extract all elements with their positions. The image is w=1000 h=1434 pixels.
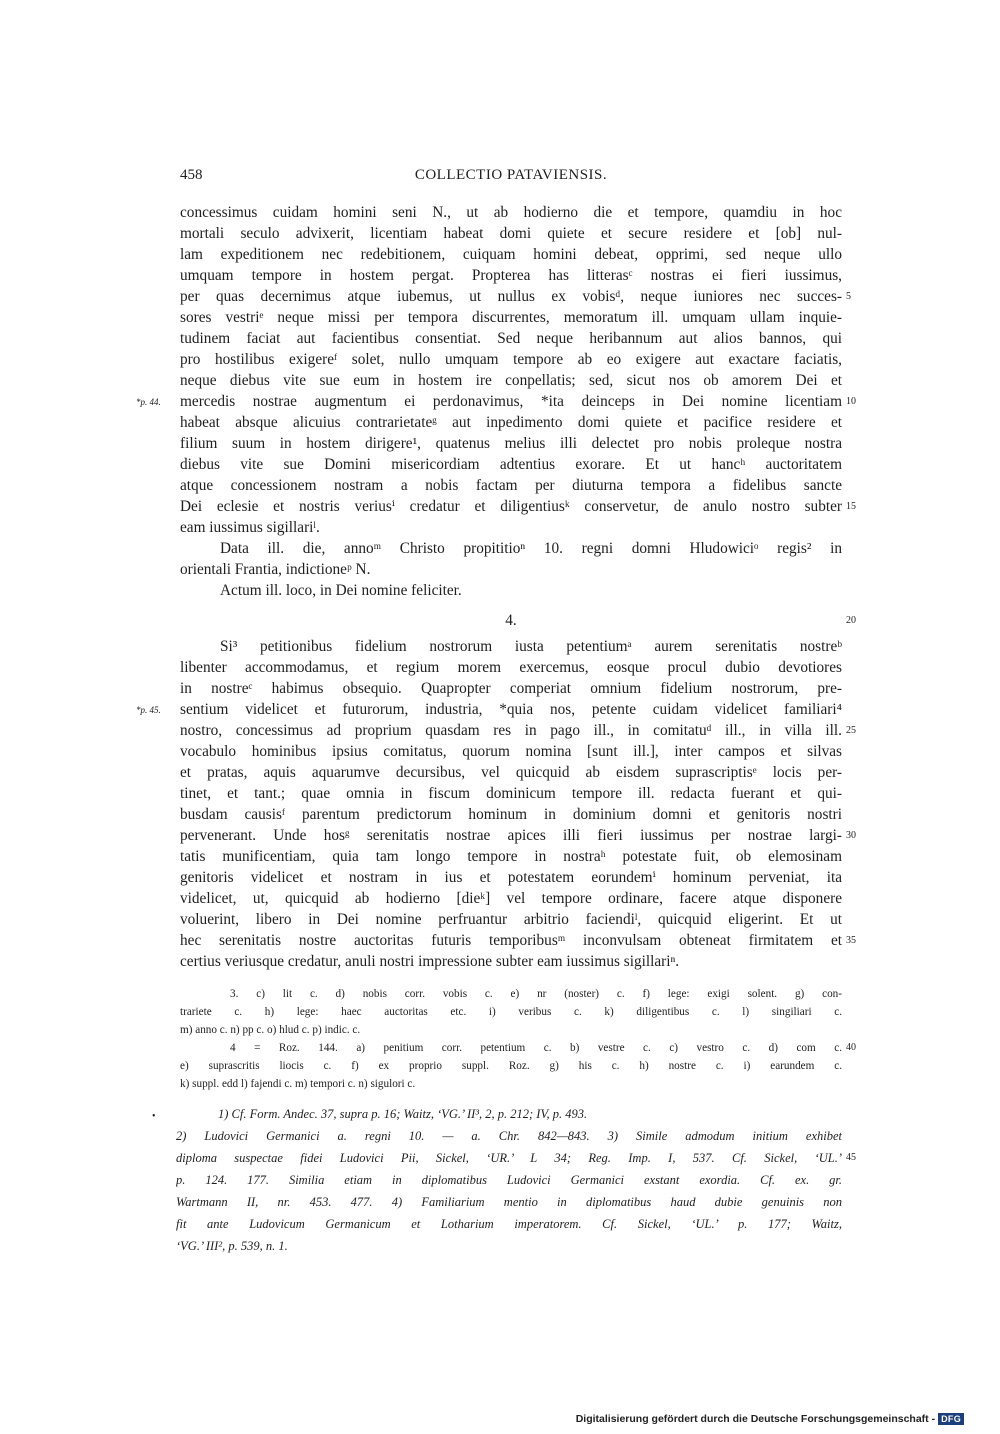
- section-line: pervenerant. Unde hosᵍ serenitatis nostrae apices illi fieri iussimus per nostrae largi-: [180, 827, 842, 844]
- line-number: 20: [846, 615, 856, 626]
- body-line: mortali seculo advixerit, licentiam habeat domi quiete et secure residere et [ob] nul-: [180, 225, 842, 242]
- apparatus-line: e) suprascritis liocis c. f) ex proprio suppl. Roz. g) his c. h) nostre c. i) earundem c.: [180, 1060, 842, 1072]
- dfg-logo: DFG: [938, 1413, 964, 1425]
- dating-line: orientali Frantia, indictioneᵖ N.: [180, 561, 371, 578]
- section-line: et pratas, aquis aquarumve decursibus, vel quicquid ab eisdem suprascriptisᵉ locis per-: [180, 764, 842, 781]
- section-line: voluerint, libero in Dei nomine perfruantur arbitrio faciendiˡ, quicquid eligerint. Et ut: [180, 911, 842, 928]
- note-line: fit ante Ludovicum Germanicum et Lotharium imperatorem. Cf. Sickel, ‘UL.’ p. 177; Waitz,: [176, 1217, 842, 1231]
- section-line: in nostreᶜ habimus obsequio. Quapropter comperiat omnium fidelium nostrorum, pre-: [180, 680, 842, 697]
- line-number: 15: [846, 501, 856, 512]
- apparatus-line: 4 = Roz. 144. a) penitium corr. petentium c. b) vestre c. c) vestro c. d) com c.: [230, 1042, 842, 1054]
- note-line: Wartmann II, nr. 453. 477. 4) Familiarium mentio in diplomatibus haud dubie genuinis non: [176, 1195, 842, 1209]
- line-number: 30: [846, 830, 856, 841]
- section-line: busdam causisᶠ parentum predictorum hominum in dominium domni et genitoris nostri: [180, 806, 842, 823]
- section-line: hec serenitatis nostre auctoritas futuris temporibusᵐ inconvulsam obteneat firmitatem et: [180, 932, 842, 949]
- section-line: genitoris videlicet et nostram in ius et potestatem eorundemⁱ hominum perveniat, ita: [180, 869, 842, 886]
- apparatus-line: m) anno c. n) pp c. o) hlud c. p) indic. c.: [180, 1024, 361, 1036]
- digitization-credit: [576, 1413, 964, 1425]
- body-line: tudinem faciat aut facientibus consentiat. Sed neque heribannum aut alios bannos, qui: [180, 330, 842, 347]
- section-line: tinet, et tant.; quae omnia in fiscum dominicum tempore ill. redacta fuerant et qui-: [180, 785, 842, 802]
- apparatus-line: trariete c. h) lege: haec auctoritas etc. i) veribus c. k) diligentibus c. l) singiliari c.: [180, 1006, 842, 1018]
- actum-line: Actum ill. loco, in Dei nomine feliciter.: [220, 582, 462, 599]
- line-number: 10: [846, 396, 856, 407]
- section-number: 4.: [505, 612, 517, 629]
- bullet-mark: •: [152, 1111, 156, 1122]
- body-line: mercedis nostrae augmentum ei perdonavimus, *ita deinceps in Dei nomine licentiam: [180, 393, 842, 410]
- section-line: vocabulo hominibus ipsius comitatus, quorum nomina [sunt ill.], inter campos et silvas: [180, 743, 842, 760]
- note-line: 1) Cf. Form. Andec. 37, supra p. 16; Waitz, ‘VG.’ II³, 2, p. 212; IV, p. 493.: [218, 1107, 588, 1121]
- body-line: eam iussimus sigillariˡ.: [180, 519, 320, 536]
- page-marker: *p. 44.: [136, 397, 161, 407]
- credit-text: Digitalisierung gefördert durch die Deutsche Forschungsgemeinschaft -: [575, 1413, 936, 1425]
- line-number: 40: [846, 1042, 856, 1053]
- note-line: ‘VG.’ III², p. 539, n. 1.: [176, 1239, 288, 1253]
- body-line: atque concessionem nostram a nobis factam per diuturna tempora a fidelibus sancte: [180, 477, 842, 494]
- body-line: concessimus cuidam homini seni N., ut ab hodierno die et tempore, quamdiu in hoc: [180, 204, 842, 221]
- body-line: pro hostilibus exigereᶠ solet, nullo umquam tempore ab eo exigere aut exactare faciatis,: [180, 351, 842, 368]
- section-line: nostro, concessimus ad proprium quasdam res in pago ill., in comitatuᵈ ill., in villa ill.: [180, 722, 842, 739]
- section-line: videlicet, ut, quicquid ab hodierno [dieᵏ] vel tempore ordinare, facere atque disponere: [180, 890, 842, 907]
- page-marker: *p. 45.: [136, 705, 161, 715]
- body-line: diebus vite sue Domini misericordiam adtentius exorare. Et ut hancʰ auctoritatem: [180, 456, 842, 473]
- note-line: diploma suspectae fidei Ludovici Pii, Sickel, ‘UR.’ L 34; Reg. Imp. I, 537. Cf. Sickel, ‘UL.’: [176, 1151, 842, 1165]
- line-number: 25: [846, 725, 856, 736]
- line-number: 5: [846, 291, 851, 302]
- dating-line: Data ill. die, annoᵐ Christo propititioⁿ 10. regni domni Hludowiciᵒ regis² in: [220, 540, 842, 557]
- body-line: umquam tempore in hostem pergat. Propterea has litterasᶜ nostras ei fieri iussimus,: [180, 267, 842, 284]
- line-number: 35: [846, 935, 856, 946]
- running-title: COLLECTIO PATAVIENSIS.: [414, 167, 608, 183]
- body-line: Dei eclesie et nostris veriusⁱ credatur et diligentiusᵏ conservetur, de anulo nostro subter: [180, 498, 842, 515]
- section-line: libenter accommodamus, et regium morem exercemus, eosque procul dubio devotiores: [180, 659, 842, 676]
- section-line: tatis munificentiam, quia tam longo tempore in nostraʰ potestate fuit, ob elemosinam: [180, 848, 842, 865]
- apparatus-line: k) suppl. edd l) fajendi c. m) tempori c. n) sigulori c.: [180, 1078, 416, 1090]
- note-line: 2) Ludovici Germanici a. regni 10. — a. Chr. 842—843. 3) Simile admodum initium exhibet: [176, 1129, 842, 1143]
- note-line: p. 124. 177. Similia etiam in diplomatibus Ludovici Germanici exstant exordia. Cf. ex. gr.: [176, 1173, 842, 1187]
- body-line: neque diebus vite sue eum in hostem ire conpellatis; sed, sicut nos ob amorem Dei et: [180, 372, 842, 389]
- section-line: Si³ petitionibus fidelium nostrorum iusta petentiumᵃ aurem serenitatis nostreᵇ: [220, 638, 842, 655]
- body-line: sores vestriᵉ neque missi per tempora discurrentes, memoratum ill. umquam ullam inquie-: [180, 309, 842, 326]
- body-line: habeat absque alicuius contrarietateᵍ aut inpedimento domi quiete et pacifice residere et: [180, 414, 842, 431]
- body-line: per quas decernimus atque iubemus, ut nullus ex vobisᵈ, neque iuniores nec succes-: [180, 288, 842, 305]
- apparatus-line: 3. c) lit c. d) nobis corr. vobis c. e) nr (noster) c. f) lege: exigi solent. g) con-: [230, 988, 842, 1000]
- line-number: 45: [846, 1152, 856, 1163]
- page-number: 458: [180, 167, 203, 183]
- body-line: lam expeditionem nec redebitionem, cuiquam homini debeat, opprimi, sed neque ullo: [180, 246, 842, 263]
- section-line: sentium videlicet et futurorum, industria, *quia nos, petente cuidam videlicet familiari⁴: [180, 701, 842, 718]
- section-line: certius veriusque credatur, anuli nostri impressione subter eam iussimus sigillariⁿ.: [180, 953, 680, 970]
- body-line: filium suum in hostem dirigere¹, quatenus melius illi delectet pro nobis proleque nostra: [180, 435, 842, 452]
